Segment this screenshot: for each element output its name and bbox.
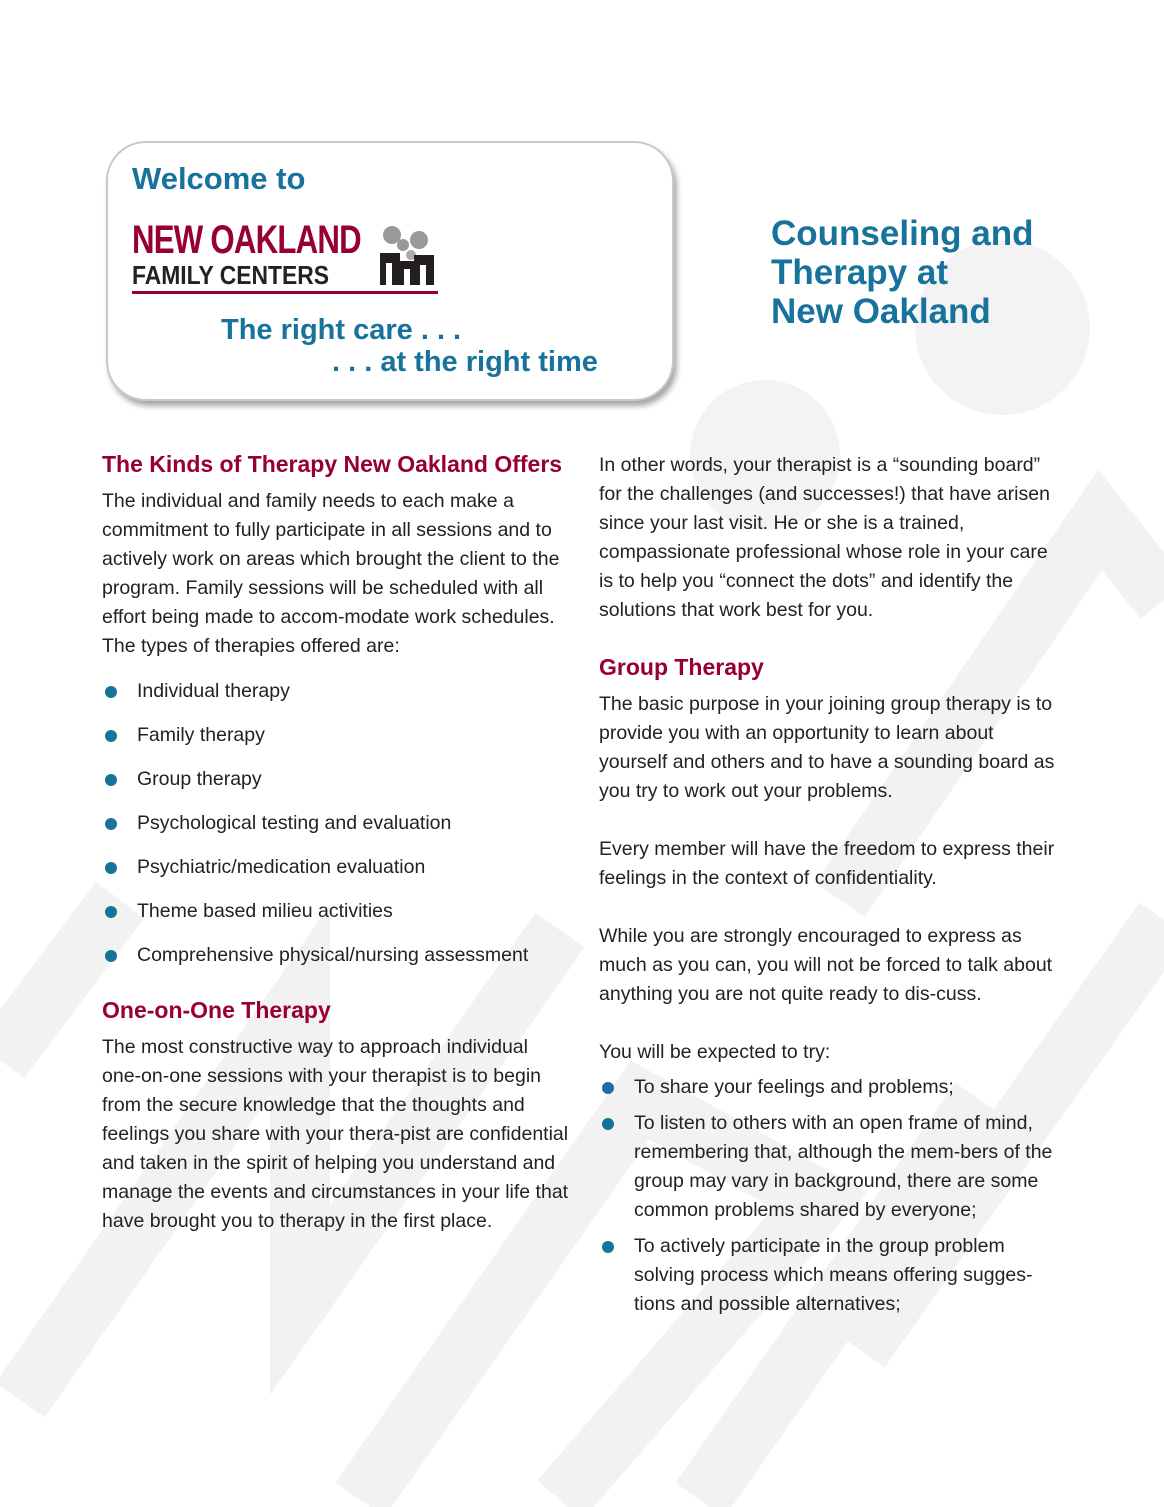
logo	[132, 219, 442, 295]
intro-paragraph: In other words, your therapist is a “sounding board” for the challenges (and successes!) that have arisen since your last visit. He or she is a trained, compassionate professional whose role in your care is to help you “connect the dots” and identify the solutions that work best for you.	[599, 454, 1050, 621]
logo-line2: FAMILY CENTERS	[132, 260, 330, 290]
list-item: Group therapy	[102, 765, 570, 794]
title-line: New Oakland	[771, 292, 991, 331]
therapy-list	[102, 677, 570, 970]
group-paragraph: Every member will have the freedom to express their feelings in the context of confidentiality.	[599, 838, 1055, 889]
list-item: Family therapy	[102, 721, 570, 750]
group-paragraph: While you are strongly encouraged to express as much as you can, you will not be forced to talk about anything you are not quite ready to dis-cuss.	[599, 925, 1053, 1005]
group-paragraph: The basic purpose in your joining group therapy is to provide you with an opportunity to learn about yourself and others and to have a sounding board as you try to work out your problems.	[599, 693, 1055, 802]
kinds-body: The individual and family needs to each make a commitment to fully participate in all sessions and to actively work on areas which brought the client to the program. Family sessions will be scheduled with all effort being made to accom-modate work schedules. The types of therapies offered are:	[102, 490, 560, 657]
group-paragraph: You will be expected to try:	[599, 1041, 831, 1063]
welcome-box	[106, 141, 674, 401]
tagline-1: The right care . . .	[221, 314, 462, 346]
page-title	[771, 214, 1034, 331]
list-item: Theme based milieu activities	[102, 897, 570, 926]
title-line: Counseling and	[771, 214, 1034, 253]
list-item: To share your feelings and problems;	[599, 1073, 1064, 1102]
expectations-list	[599, 1073, 1064, 1319]
list-item: Individual therapy	[102, 677, 570, 706]
one-on-one-heading: One-on-One Therapy	[102, 997, 331, 1023]
title-line: Therapy at	[771, 253, 948, 292]
list-item: Comprehensive physical/nursing assessment	[102, 941, 570, 970]
list-item: To actively participate in the group problem solving process which means offering sugges-tions and possible alternatives;	[599, 1232, 1064, 1319]
left-column	[102, 450, 570, 1236]
list-item: To listen to others with an open frame of mind, remembering that, although the mem-bers of the group may vary in background, there are some common problems shared by everyone;	[599, 1109, 1064, 1225]
one-on-one-body: The most constructive way to approach individual one-on-one sessions with your therapist is to begin from the secure knowledge that the thoughts and feelings you share with your thera-pist are confidential and taken in the spirit of helping you understand and manage the events and circumstances in your life that have brought you to therapy in the first place.	[102, 1036, 569, 1232]
group-heading: Group Therapy	[599, 654, 764, 680]
kinds-heading: The Kinds of Therapy New Oakland Offers	[102, 451, 563, 477]
right-column	[599, 451, 1064, 1319]
list-item: Psychiatric/medication evaluation	[102, 853, 570, 882]
tagline-2: . . . at the right time	[332, 346, 598, 378]
list-item: Psychological testing and evaluation	[102, 809, 570, 838]
welcome-text: Welcome to	[132, 161, 306, 196]
family-icon	[378, 223, 438, 287]
logo-line1: NEW OAKLAND	[132, 218, 361, 262]
logo-underline	[132, 291, 438, 294]
